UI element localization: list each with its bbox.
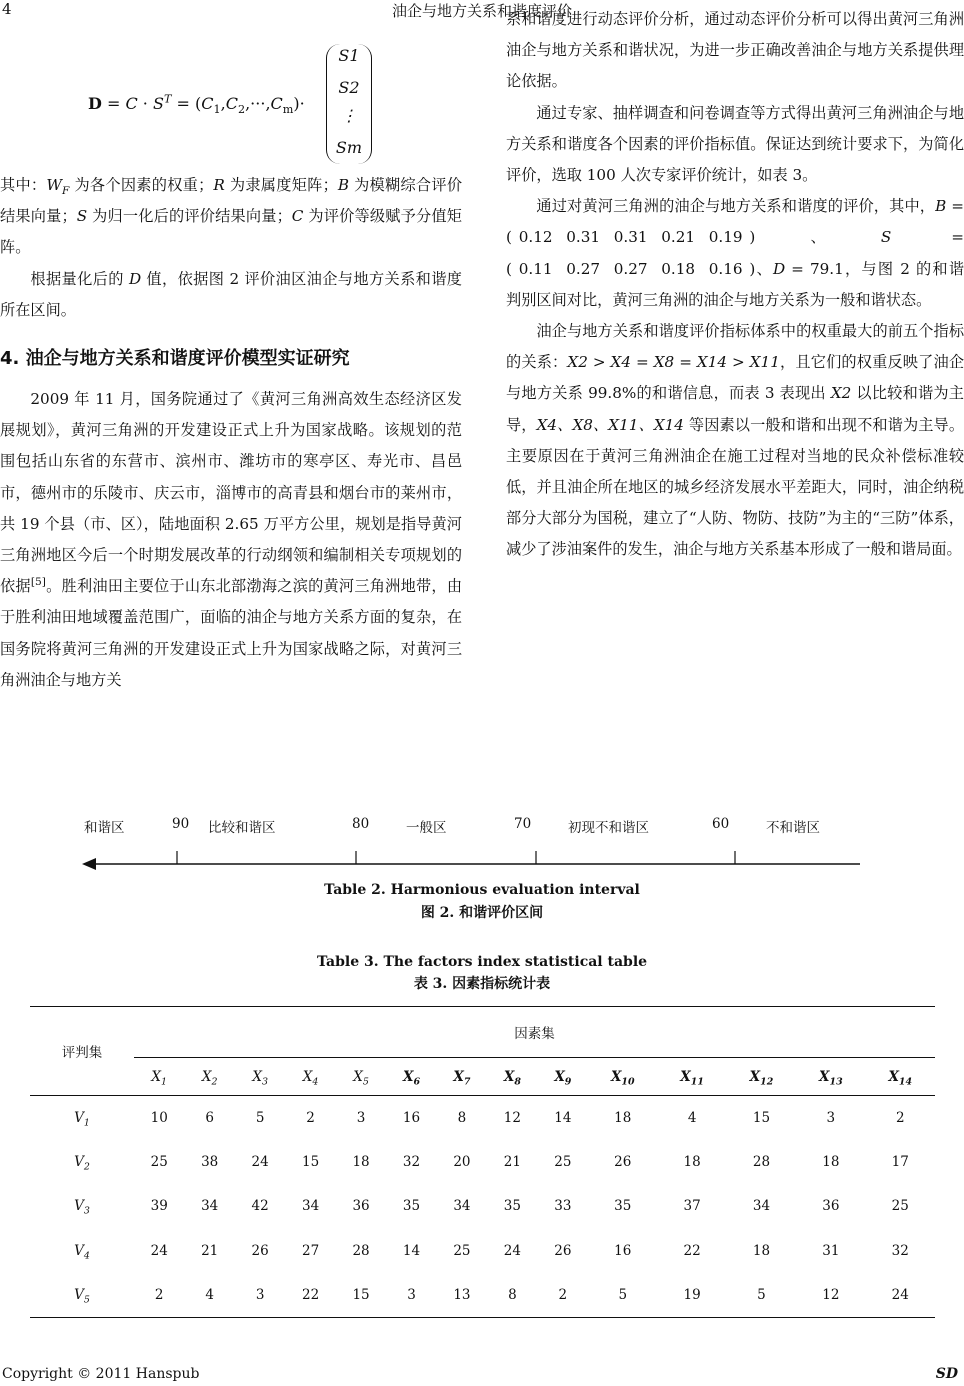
vector-value: 0.27	[613, 259, 648, 278]
group-header: 因素集	[134, 1007, 935, 1058]
column-header: $X_{10}$	[610, 1068, 635, 1088]
definitions: 其中：$W_F$ 为各个因素的权重；R 为隶属度矩阵；B 为模糊综合评价结果向量；S 为归一化后的评价结果向量；C 为评价等级赋予分值矩阵。	[0, 176, 463, 257]
threshold-60: 60	[712, 816, 730, 832]
page-number: 4	[2, 0, 12, 18]
table-cell: 27	[301, 1242, 320, 1259]
threshold-80: 80	[352, 816, 370, 832]
column-header: $X_7$	[453, 1068, 471, 1088]
zone-harmonious: 和谐区	[84, 820, 125, 836]
table-cell: 14	[554, 1109, 572, 1126]
table-cell: 5	[255, 1109, 265, 1126]
table-cell: 33	[554, 1198, 572, 1215]
table-cell: 8	[457, 1109, 467, 1126]
column-header: $X_4$	[302, 1068, 319, 1088]
table-cell: 18	[352, 1154, 370, 1171]
table-cell: 2	[306, 1109, 315, 1126]
column-header: $X_2$	[201, 1068, 218, 1088]
column-header: $X_6$	[402, 1068, 421, 1088]
table-cell: 19	[683, 1287, 701, 1303]
table-row	[30, 1140, 935, 1184]
row-label: $V_4$	[74, 1242, 90, 1262]
table-cell: 36	[352, 1198, 370, 1215]
table-cell: 15	[301, 1154, 320, 1171]
vector-value: 0.16	[708, 259, 743, 278]
zone-initial-disharmony: 初现不和谐区	[568, 820, 649, 836]
axis-arrow-icon	[82, 858, 96, 870]
table-cell: 16	[614, 1242, 632, 1259]
table-cell: 39	[150, 1198, 168, 1215]
zone-disharmonious: 不和谐区	[766, 820, 820, 836]
citation-ref[interactable]: [5]	[30, 575, 46, 589]
table-cell: 22	[301, 1287, 320, 1303]
table-cell: 20	[453, 1154, 471, 1171]
threshold-70: 70	[514, 816, 532, 832]
left-column	[0, 170, 462, 696]
table-cell: 15	[752, 1109, 771, 1126]
table-cell: 34	[301, 1198, 320, 1215]
row-label: $V_5$	[74, 1287, 90, 1306]
table-cell: 21	[201, 1242, 219, 1259]
column-header: $X_{12}$	[749, 1068, 774, 1088]
table-cell: 2	[154, 1287, 164, 1303]
table-cell: 35	[614, 1198, 632, 1215]
vector-value: 0.31	[566, 228, 601, 247]
table-row	[30, 1096, 935, 1140]
table-cell: 35	[402, 1198, 421, 1215]
figure2-caption-cn: 图 2. 和谐评价区间	[420, 905, 544, 921]
table-cell: 3	[255, 1287, 265, 1303]
column-header: $X_8$	[503, 1068, 521, 1088]
b-vector	[512, 228, 749, 246]
row-label: $V_3$	[74, 1198, 90, 1218]
interval-axis	[80, 846, 870, 876]
table-cell: 21	[503, 1154, 521, 1171]
table-cell: 34	[453, 1198, 471, 1215]
table-cell: 36	[822, 1198, 840, 1215]
table-cell: 6	[205, 1109, 214, 1126]
table-cell: 37	[683, 1198, 701, 1215]
table-cell: 34	[752, 1198, 771, 1215]
table-cell: 17	[891, 1154, 909, 1171]
table-cell: 35	[503, 1198, 521, 1215]
table-cell: 22	[683, 1242, 701, 1259]
running-title: 油企与地方关系和谐度评价	[391, 2, 572, 20]
table-cell: 18	[752, 1242, 771, 1259]
table-cell: 24	[150, 1242, 168, 1259]
vector-value: 0.31	[613, 228, 648, 247]
column-header: $X_{11}$	[680, 1068, 704, 1088]
table-cell: 5	[757, 1287, 766, 1303]
table-cell: 12	[822, 1287, 840, 1303]
table-cell: 3	[826, 1109, 836, 1126]
table-cell: 4	[205, 1287, 214, 1303]
table-cell: 18	[614, 1109, 632, 1126]
table-cell: 3	[356, 1109, 366, 1126]
table-cell: 4	[687, 1109, 697, 1126]
zone-general: 一般区	[406, 820, 447, 836]
table-row	[30, 1229, 935, 1273]
para-d-value: 根据量化后的 D 值，依据图 2 评价油区油企与地方关系和谐度所在区间。	[0, 269, 462, 319]
table-cell: 38	[201, 1154, 219, 1171]
table-row	[30, 1184, 935, 1228]
para-evaluation: 通过对黄河三角洲的油企与地方关系和谐度的评价，其中，B = ( 0.12 0.31 0.31 0.21 0.19 )、S = ( 0.11 0.27 0.27 0.18 0.16 )、D = 79.1，与图 2 的和谐判别区间对比，黄河三角洲的油企与地方关系为一般和谐状态。	[506, 197, 964, 309]
table-cell: 26	[554, 1242, 572, 1259]
table-cell: 10	[150, 1109, 168, 1126]
zone-fairly-harmonious: 比较和谐区	[208, 820, 276, 836]
vector-value: 0.12	[518, 228, 553, 247]
table-cell: 24	[891, 1287, 909, 1303]
para-2009: 2009 年 11 月，国务院通过了《黄河三角洲高效生态经济区发展规划》，黄河三角洲的开发建设正式上升为国家战略。该规划的范围包括山东省的东营市、滨州市、潍坊市的寒亭区、寿光市、昌邑市，德州市的乐陵市、庆云市，淄博市的高青县和烟台市的莱州市，共 19 个县（市、区），陆地面积 2.65 万平方公里，规划是指导黄河三角洲地区今后一个时期发展改革的行动纲领和编制相关专项规划的依据[5]。胜利油田主要位于山东北部渤海之滨的黄河三角洲地带，由于胜利油田地域覆盖范围广，面临的油企与地方关系方面的复杂，在国务院将黄河三角洲的开发建设正式上升为国家战略之际，对黄河三角洲油企与地方关	[0, 390, 463, 689]
table-cell: 24	[251, 1154, 269, 1171]
vector-value: 0.21	[661, 228, 696, 247]
table-cell: 8	[508, 1287, 517, 1303]
s-vector	[512, 260, 749, 278]
table-cell: 25	[150, 1154, 168, 1171]
section-heading: 4. 油企与地方关系和谐度评价模型实证研究	[0, 348, 350, 370]
copyright: Copyright © 2011 Hanspub	[2, 1366, 200, 1382]
journal-abbrev: SD	[935, 1366, 958, 1382]
formula-column-vector: S1 S2 ⋮ Sm	[326, 44, 372, 164]
table-cell: 42	[251, 1198, 269, 1215]
table-cell: 32	[891, 1242, 909, 1259]
table-cell: 2	[895, 1109, 905, 1126]
table-cell: 2	[558, 1287, 568, 1303]
table-cell: 18	[683, 1154, 701, 1171]
vector-value: 0.19	[708, 228, 743, 247]
para-survey: 通过专家、抽样调查和问卷调查等方式得出黄河三角洲油企与地方关系和谐度各个因素的评价指标值。保证达到统计要求下，为简化评价，选取 100 人次专家评价统计，如表 3。	[506, 103, 964, 185]
table3-caption-cn: 表 3. 因素指标统计表	[413, 976, 551, 992]
row-label: $V_2$	[74, 1154, 90, 1173]
table-cell: 25	[891, 1198, 909, 1215]
formula-d: $D = C \cdot S^T = (C_1,C_2,\cdot\cdot\cdot,C_m)\cdot$ S1 S2 ⋮ Sm	[88, 44, 388, 164]
table-cell: 16	[402, 1109, 421, 1126]
row-label: $V_1$	[74, 1109, 90, 1129]
table-cell: 28	[752, 1154, 771, 1171]
vector-value: 0.11	[518, 259, 553, 278]
table-cell: 28	[352, 1242, 370, 1259]
table-body	[30, 1096, 935, 1318]
formula-D: D	[88, 94, 102, 113]
column-header: $X_{13}$	[819, 1068, 843, 1088]
column-header: $X_1$	[151, 1068, 168, 1088]
table-cell: 14	[402, 1242, 421, 1259]
table-row	[30, 1273, 935, 1317]
table-cell: 26	[614, 1154, 632, 1171]
table-cell: 32	[402, 1154, 421, 1171]
column-header: $X_{14}$	[888, 1068, 913, 1088]
table-cell: 15	[352, 1287, 370, 1303]
table-cell: 31	[822, 1242, 840, 1259]
table-cell: 5	[618, 1287, 628, 1303]
column-header: $X_3$	[252, 1068, 268, 1088]
table-cell: 24	[503, 1242, 521, 1259]
vector-value: 0.27	[566, 259, 601, 278]
table-cell: 34	[201, 1198, 219, 1215]
column-header-row	[30, 1058, 935, 1096]
table-cell: 25	[554, 1154, 572, 1171]
figure2-caption-en: Table 2. Harmonious evaluation interval	[324, 882, 640, 898]
column-header: $X_5$	[353, 1068, 369, 1088]
para-weights: 油企与地方关系和谐度评价指标体系中的权重最大的前五个指标的关系：X2 > X4 = X8 = X14 > X11，且它们的权重反映了油企与地方关系 99.8%的和谐信息，而表 3 表现出 X2 以比较和谐为主导，X4、X8、X11、X14 等因素以一般和谐和出现不和谐为主导。主要原因在于黄河三角洲油企在施工过程对当地的民众补偿标准较低，并且油企所在地区的城乡经济发展水平差距大，同时，油企纳税部分大部分为国税，建立了“人防、物防、技防”为主的“三防”体系，减少了涉油案件的发生，油企与地方关系基本形成了一般和谐局面。	[506, 322, 964, 559]
threshold-90: 90	[172, 816, 190, 832]
para-continuation: 系和谐度进行动态评价分析，通过动态评价分析可以得出黄河三角洲油企与地方关系和谐状况，为进一步正确改善油企与地方关系提供理论依据。	[506, 10, 964, 91]
vector-value: 0.18	[661, 259, 696, 278]
factor-table	[30, 1006, 935, 1318]
table-cell: 12	[503, 1109, 521, 1126]
table-cell: 26	[251, 1242, 269, 1259]
column-header: $X_9$	[554, 1068, 572, 1088]
table-cell: 18	[822, 1154, 840, 1171]
table-cell: 13	[453, 1287, 471, 1303]
row-header: 评判集	[30, 1007, 134, 1096]
table3-caption-en: Table 3. The factors index statistical table	[316, 954, 648, 970]
right-column	[506, 4, 964, 566]
table-cell: 25	[453, 1242, 471, 1259]
table-cell: 3	[407, 1287, 416, 1303]
